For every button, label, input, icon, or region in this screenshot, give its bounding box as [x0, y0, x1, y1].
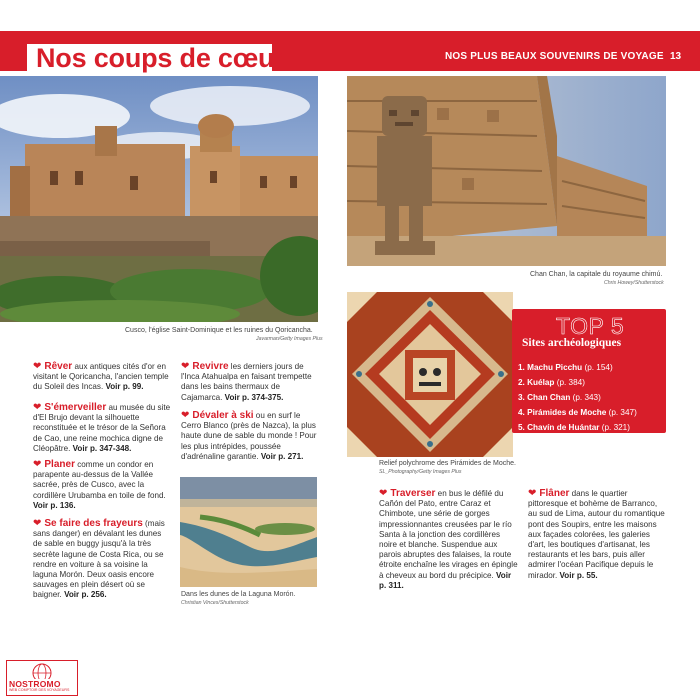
entry-emerveiller: ❤ S'émerveiller au musée du site d'El Brujo devant la silhouette reconstituée et le trésor de la Señora de Cao, une reine mochica digne de Cléopâtre. Voir p. 347-348.: [33, 402, 171, 453]
entry-revivre: ❤ Revivre les derniers jours de l'Inca Atahualpa en faisant trempette dans les bains thermaux de Cajamarca. Voir p. 374-375.: [181, 361, 312, 402]
moron-caption: Dans les dunes de la Laguna Morón.: [181, 591, 296, 598]
chanchan-credit: Chris Howey/Shutterstock: [604, 280, 664, 286]
top5-item-4: 4. Pirámides de Moche (p. 347): [518, 408, 637, 417]
moron-photo: [180, 477, 317, 587]
top5-item-1: 1. Machu Picchu (p. 154): [518, 363, 613, 372]
entry-planer: ❤ Planer comme un condor en parapente au-dessus de la Vallée sacrée, près de Cusco, avec la cordillère Urubamba en toile de fond. Voir p. 136.: [33, 459, 166, 510]
heart-icon: ❤: [379, 488, 388, 499]
chanchan-photo: [347, 76, 666, 266]
entry-rever: ❤ Rêver aux antiques cités d'or en visitant le Qoricancha, l'ancien temple du Soleil des Incas. Voir p. 99.: [33, 361, 169, 392]
heart-icon: ❤: [181, 361, 190, 372]
entry-traverser: ❤ Traverser en bus le défilé du Cañón del Pato, entre Caraz et Chimbote, une série de gorges impressionnantes creusées par le río Santa à la jonction des cordillères noire et blanche. Suspendue aux parois abruptes des falaises, la route étroite enchaîne les virages en épingle à cheveux au bord du précipice. Voir p. 311.: [379, 488, 518, 590]
top5-item-2: 2. Kuélap (p. 384): [518, 378, 585, 387]
heart-icon: ❤: [181, 410, 190, 421]
heart-icon: ❤: [33, 361, 42, 372]
relief-caption: Relief polychrome des Pirámides de Moche.: [379, 460, 516, 467]
page-title: Nos coups de cœur: [36, 43, 285, 73]
cusco-credit: Javarman/Getty Images Plus: [256, 336, 323, 342]
entry-flaner: ❤ Flâner dans le quartier pittoresque et bohème de Barranco, au sud de Lima, autour du romantique pont des Soupirs, entre les maisons aux façades colorées, les galeries d'art, les boutiques d'artisanat, les restaurants et les bars, puis aller admirer l'océan Pacifique depuis le mirador. Voir p. 55.: [528, 488, 665, 580]
heart-icon: ❤: [33, 518, 42, 529]
section-title: NOS PLUS BEAUX SOUVENIRS DE VOYAGE: [445, 51, 664, 62]
relief-photo: [347, 292, 513, 457]
logo-name: NOSTROMO: [9, 679, 61, 689]
heart-icon: ❤: [528, 488, 537, 499]
page-number: 13: [670, 51, 682, 62]
heart-icon: ❤: [33, 402, 42, 413]
moron-credit: Christian Vinces/Shutterstock: [181, 600, 249, 606]
globe-icon: [7, 661, 77, 679]
top5-item-3: 3. Chan Chan (p. 343): [518, 393, 601, 402]
logo-tagline: WEB COMPTOIR DES VOYAGEURS: [9, 688, 70, 692]
top5-item-5: 5. Chavín de Huántar (p. 321): [518, 423, 630, 432]
relief-credit: SL_Photography/Getty Images Plus: [379, 469, 462, 475]
heart-icon: ❤: [33, 459, 42, 470]
chanchan-caption: Chan Chan, la capitale du royaume chimú.: [530, 271, 663, 278]
cusco-photo: [0, 76, 318, 322]
entry-devaler: ❤ Dévaler à ski ou en surf le Cerro Blanco (près de Nazca), la plus haute dune de sable du monde ! Pour les plus intrépides, poussée d'adrénaline garantie. Voir p. 271.: [181, 410, 317, 461]
top5-title: TOP 5: [556, 313, 625, 339]
top5-subtitle: Sites archéologiques: [522, 337, 622, 349]
entry-frayeurs: ❤ Se faire des frayeurs (mais sans danger) en dévalant les dunes de sable en buggy jusqu'à la très secrète lagune de Costa Rica, ou se rendre en voiture à sa voisine la laguna Morón. Deux oasis encore sauvages en plein désert où se baigner. Voir p. 256.: [33, 518, 165, 600]
cusco-caption: Cusco, l'église Saint-Dominique et les ruines du Qoricancha.: [125, 327, 313, 334]
